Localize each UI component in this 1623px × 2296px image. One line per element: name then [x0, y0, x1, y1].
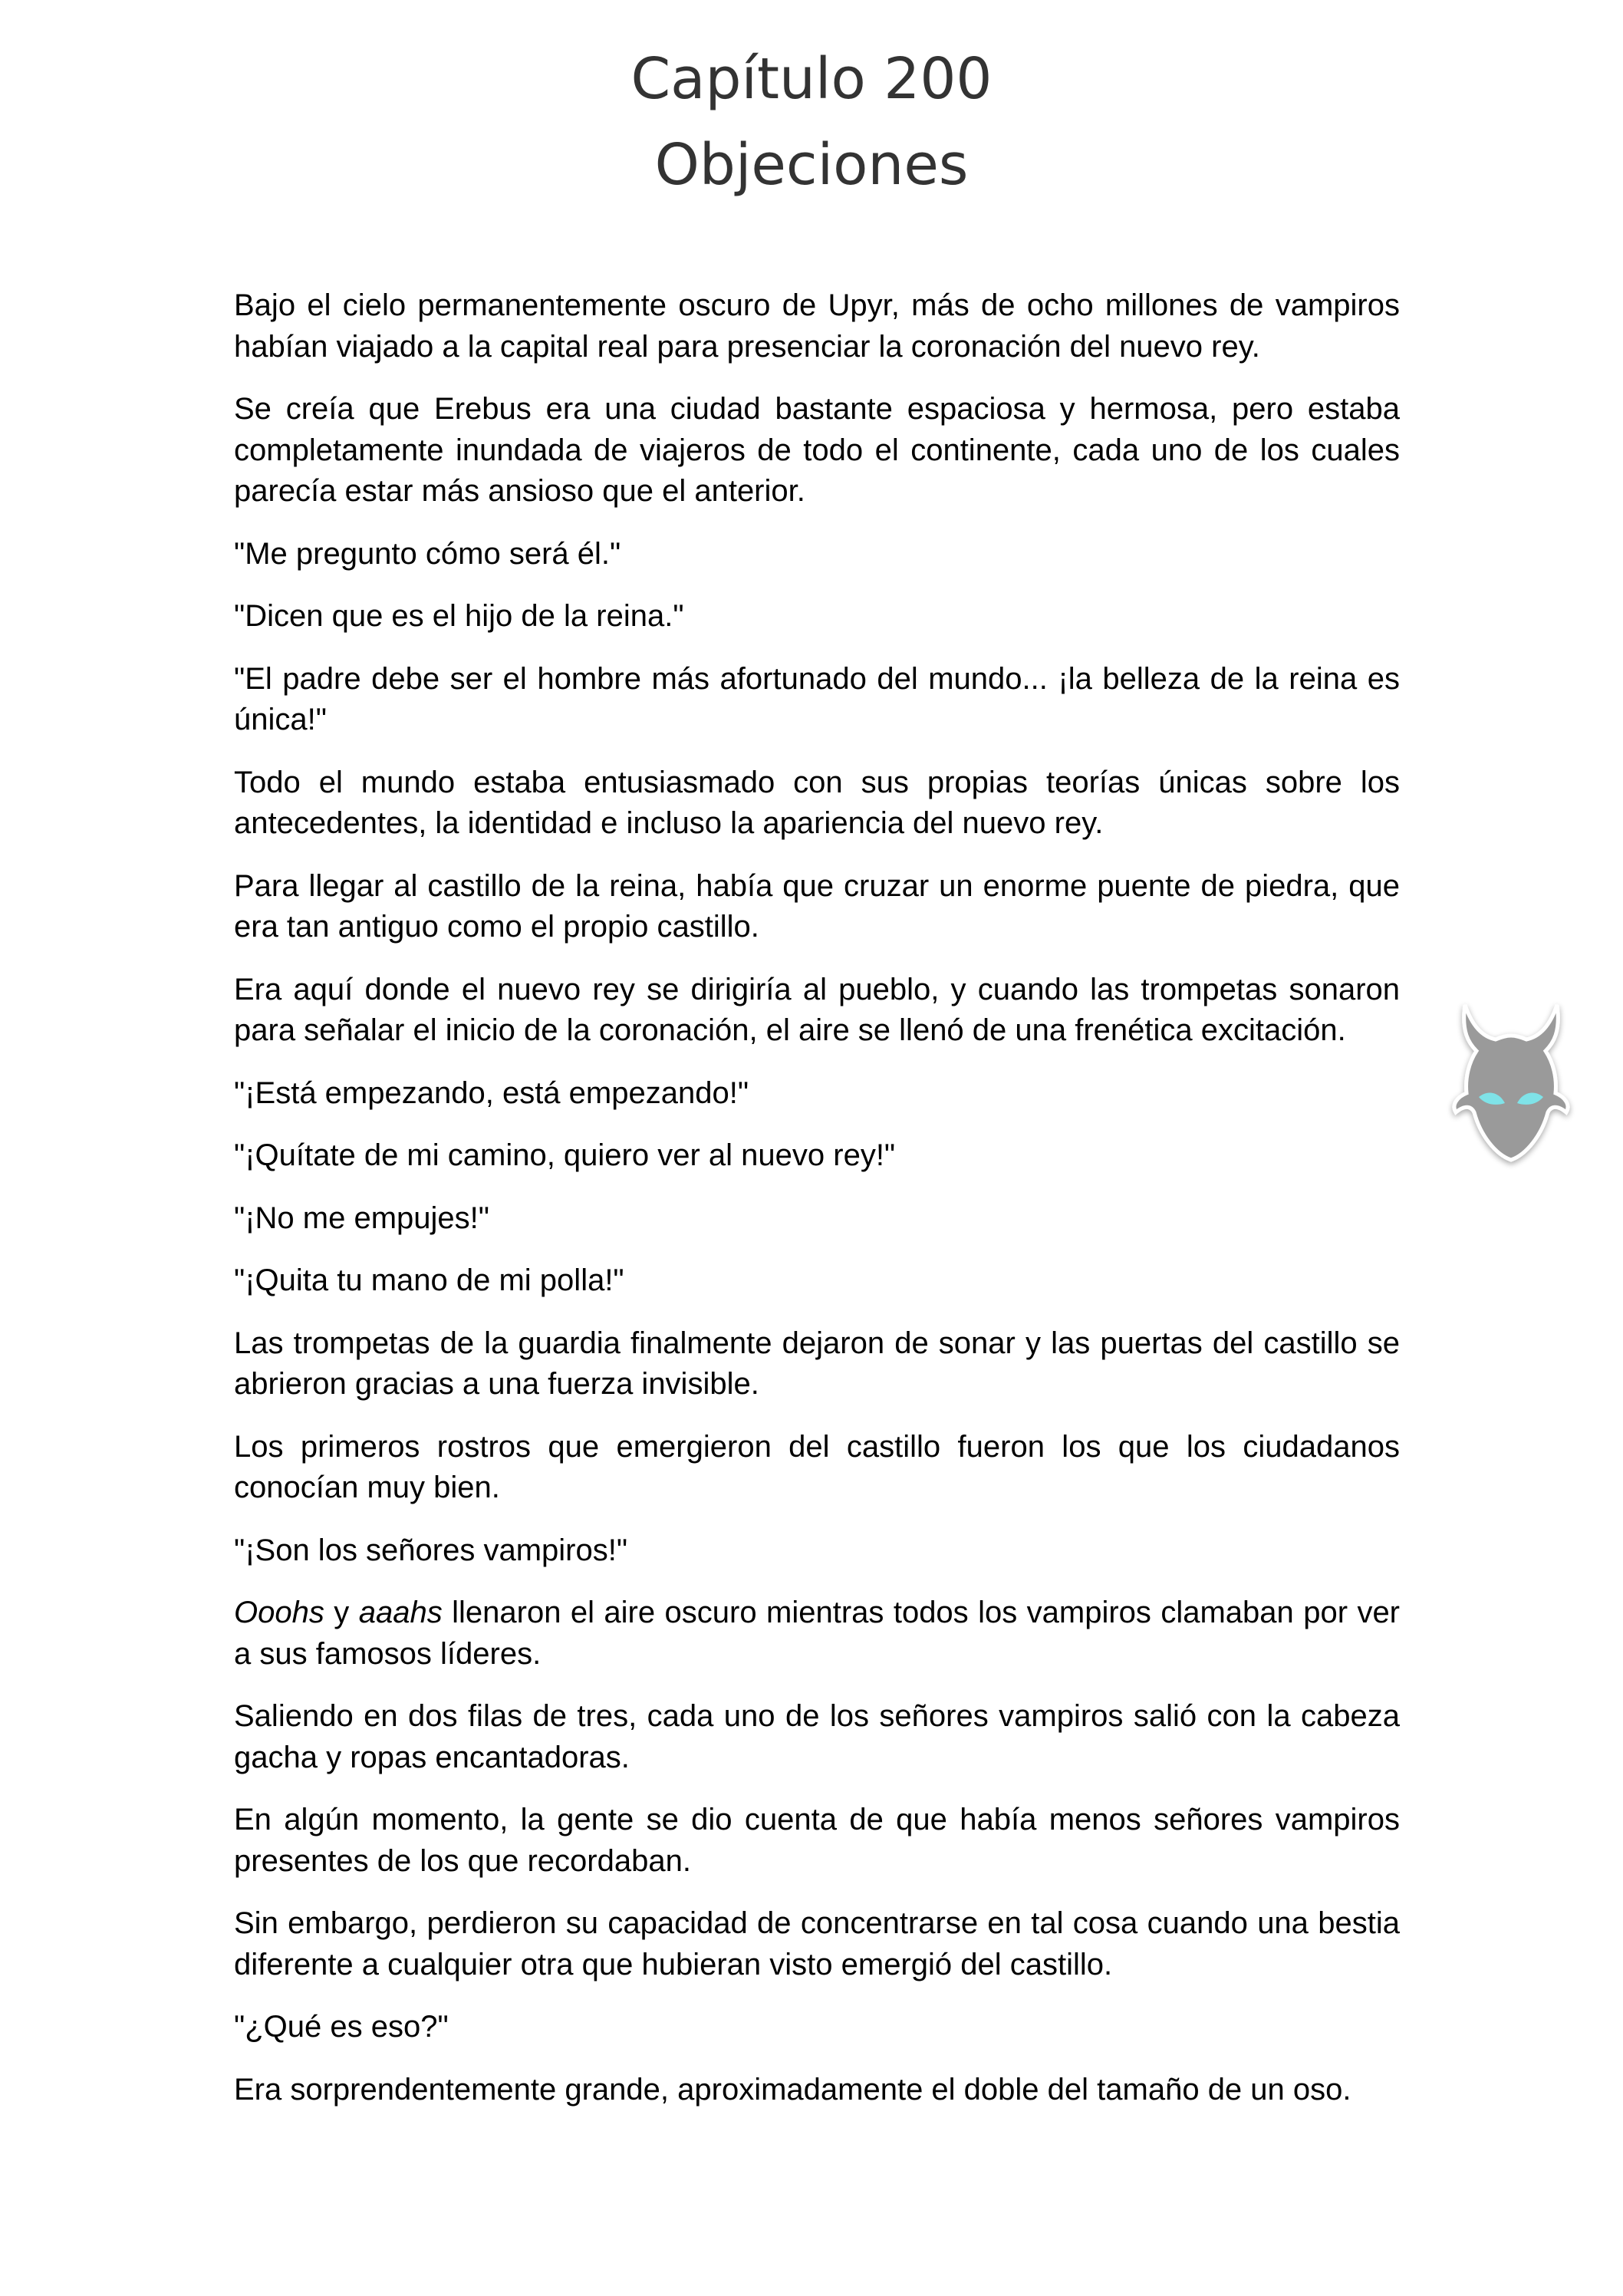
paragraph: "¡Está empezando, está empezando!" — [234, 1076, 749, 1110]
chapter-number: Capítulo 200 — [630, 46, 993, 112]
paragraph: En algún momento, la gente se dio cuenta de que había menos señores vampiros presentes de los que recordaban. — [234, 1803, 1400, 1878]
paragraph: Era sorprendentemente grande, aproximadamente el doble del tamaño de un oso. — [234, 2072, 1351, 2107]
italic-word: Ooohs — [234, 1596, 324, 1629]
paragraph: Se creía que Erebus era una ciudad bastante espaciosa y hermosa, pero estaba completamente inundada de viajeros de todo el continente, cada uno de los cuales parecía estar más ansioso que el anterior. — [234, 392, 1400, 508]
paragraph: "¡Quítate de mi camino, quiero ver al nuevo rey!" — [234, 1138, 896, 1172]
paragraph: "¿Qué es eso?" — [234, 2010, 449, 2044]
chapter-body — [234, 285, 1400, 2110]
paragraph: Los primeros rostros que emergieron del castillo fueron los que los ciudadanos conocían muy bien. — [234, 1429, 1400, 1504]
paragraph: "Dicen que es el hijo de la reina." — [234, 599, 684, 633]
demon-head-shape — [1454, 1005, 1568, 1160]
paragraph: Era aquí donde el nuevo rey se dirigiría al pueblo, y cuando las trompetas sonaron para señalar el inicio de la coronación, el aire se llenó de una frenética excitación. — [234, 972, 1400, 1047]
text-span: llenaron el aire oscuro mientras todos los vampiros clamaban por ver a sus famosos líderes. — [234, 1596, 1401, 1671]
paragraph-mixed — [234, 1593, 1400, 1675]
italic-word: aaahs — [358, 1596, 443, 1629]
paragraph: "El padre debe ser el hombre más afortunado del mundo... ¡la belleza de la reina es única!" — [234, 661, 1400, 736]
paragraph: "¡No me empujes!" — [234, 1201, 489, 1235]
paragraph: Sin embargo, perdieron su capacidad de concentrarse en tal cosa cuando una bestia diferente a cualquier otra que hubieran visto emergió del castillo. — [234, 1906, 1400, 1981]
paragraph: "¡Son los señores vampiros!" — [234, 1533, 628, 1567]
paragraph: Las trompetas de la guardia finalmente dejaron de sonar y las puertas del castillo se abrieron gracias a una fuerza invisible. — [234, 1326, 1400, 1401]
demon-head-icon — [1434, 990, 1588, 1174]
paragraph: Bajo el cielo permanentemente oscuro de Upyr, más de ocho millones de vampiros habían viajado a la capital real para presenciar la coronación del nuevo rey. — [234, 288, 1400, 364]
paragraph: "Me pregunto cómo será él." — [234, 536, 621, 571]
chapter-title: Objeciones — [654, 132, 969, 198]
paragraph: "¡Quita tu mano de mi polla!" — [234, 1263, 624, 1297]
paragraph: Todo el mundo estaba entusiasmado con sus propias teorías únicas sobre los antecedentes, la identidad e incluso la apariencia del nuevo rey. — [234, 765, 1400, 840]
paragraph: Para llegar al castillo de la reina, había que cruzar un enorme puente de piedra, que era tan antiguo como el propio castillo. — [234, 868, 1400, 944]
paragraph: Saliendo en dos filas de tres, cada uno de los señores vampiros salió con la cabeza gacha y ropas encantadoras. — [234, 1699, 1400, 1774]
text-span: y — [324, 1596, 359, 1629]
